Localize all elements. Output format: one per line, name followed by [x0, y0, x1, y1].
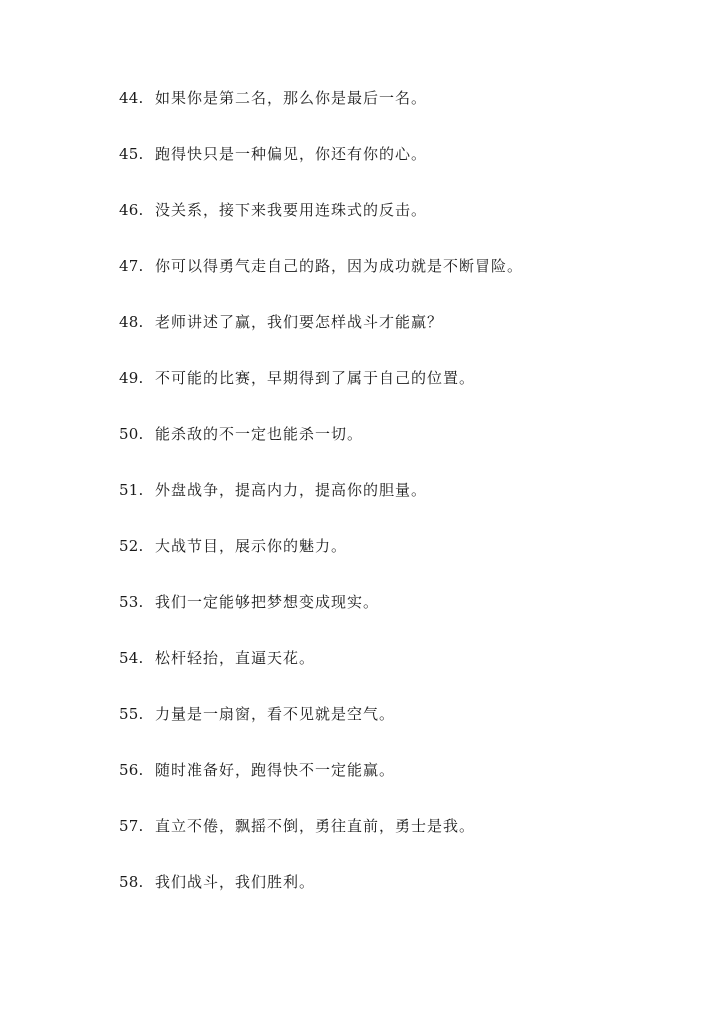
item-text: 跑得快只是一种偏见，你还有你的心。: [155, 145, 428, 163]
item-number: 44.: [119, 89, 144, 107]
item-number: 49.: [119, 369, 144, 387]
list-item: [119, 86, 523, 142]
item-number: 57.: [119, 817, 144, 835]
item-number: 56.: [119, 761, 144, 779]
numbered-list: [119, 86, 523, 926]
item-number: 55.: [119, 705, 144, 723]
item-number: 46.: [119, 201, 144, 219]
item-text: 力量是一扇窗，看不见就是空气。: [155, 705, 396, 723]
list-item: [119, 366, 523, 422]
item-text: 如果你是第二名，那么你是最后一名。: [155, 89, 428, 107]
item-text: 外盘战争，提高内力，提高你的胆量。: [155, 481, 428, 499]
item-text: 你可以得勇气走自己的路，因为成功就是不断冒险。: [155, 257, 524, 275]
item-number: 52.: [119, 537, 144, 555]
item-text: 不可能的比赛，早期得到了属于自己的位置。: [155, 369, 476, 387]
list-item: [119, 590, 523, 646]
item-number: 47.: [119, 257, 144, 275]
list-item: [119, 422, 523, 478]
list-item: [119, 814, 523, 870]
list-item: [119, 646, 523, 702]
item-text: 老师讲述了赢，我们要怎样战斗才能赢？: [155, 313, 444, 331]
item-text: 松杆轻抬，直逼天花。: [155, 649, 316, 667]
item-text: 直立不倦，飘摇不倒，勇往直前，勇士是我。: [155, 817, 476, 835]
list-item: [119, 534, 523, 590]
item-number: 54.: [119, 649, 144, 667]
item-text: 随时准备好，跑得快不一定能赢。: [155, 761, 396, 779]
item-text: 我们战斗，我们胜利。: [155, 873, 316, 891]
item-number: 50.: [119, 425, 144, 443]
list-item: [119, 198, 523, 254]
list-item: [119, 870, 523, 926]
list-item: [119, 478, 523, 534]
item-text: 大战节目，展示你的魅力。: [155, 537, 348, 555]
item-number: 45.: [119, 145, 144, 163]
item-number: 48.: [119, 313, 144, 331]
list-item: [119, 142, 523, 198]
item-number: 53.: [119, 593, 144, 611]
item-text: 没关系，接下来我要用连珠式的反击。: [155, 201, 428, 219]
item-text: 能杀敌的不一定也能杀一切。: [155, 425, 364, 443]
list-item: [119, 702, 523, 758]
item-text: 我们一定能够把梦想变成现实。: [155, 593, 380, 611]
list-item: [119, 254, 523, 310]
list-item: [119, 758, 523, 814]
item-number: 58.: [119, 873, 144, 891]
list-item: [119, 310, 523, 366]
item-number: 51.: [119, 481, 144, 499]
